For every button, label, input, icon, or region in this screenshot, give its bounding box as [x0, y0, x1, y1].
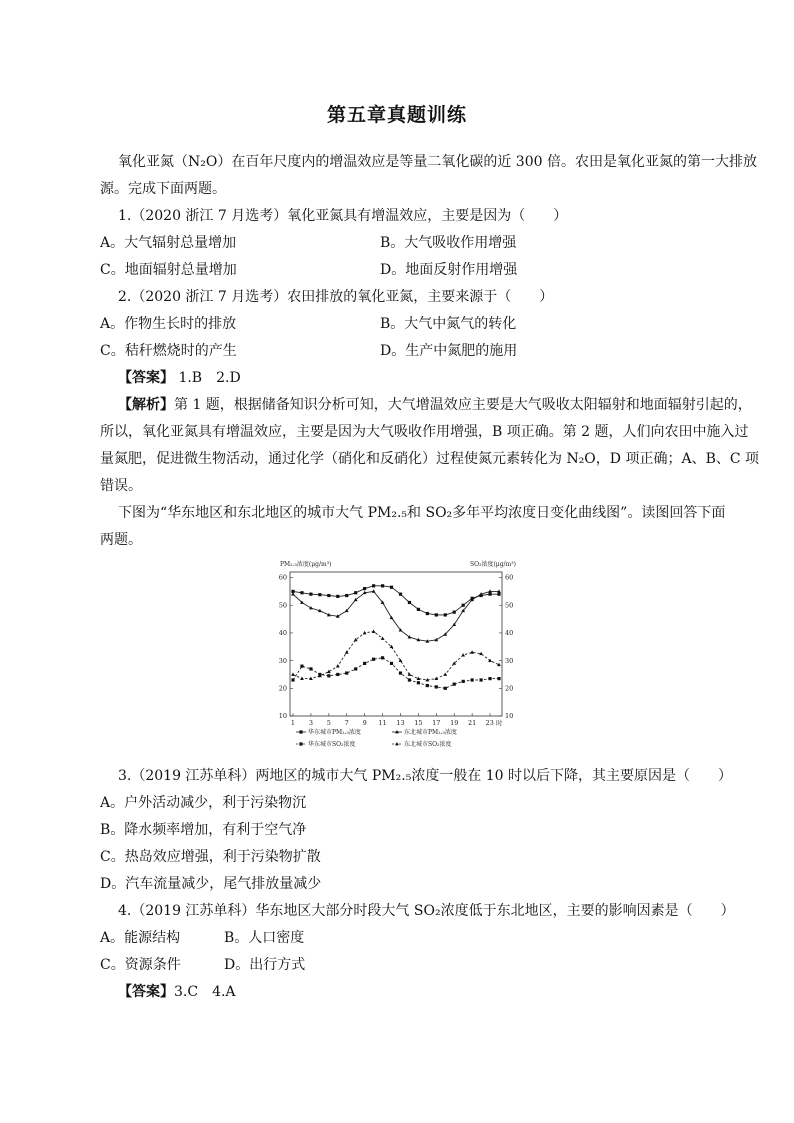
q4-option-c: C。资源条件 — [100, 957, 181, 973]
series-3-point — [381, 636, 385, 639]
y-tick-label-left: 20 — [278, 684, 287, 693]
series-0-point — [399, 593, 402, 596]
series-0-point — [488, 593, 491, 596]
right-axis-label: SO₂浓度(μg/m³) — [470, 561, 516, 568]
series-2-point — [471, 678, 474, 681]
x-tick-label: 17 — [432, 719, 441, 727]
series-3-point — [372, 630, 376, 633]
series-3-point — [470, 650, 474, 653]
series-2-point — [488, 677, 491, 680]
q3-option-c: C。热岛效应增强，利于污染物扩散 — [100, 849, 321, 865]
y-tick-label-left: 30 — [278, 656, 287, 665]
series-line-1 — [293, 591, 499, 641]
series-2-point — [399, 671, 402, 674]
q2-option-c: C。秸秆燃烧时的产生 — [100, 343, 237, 359]
analysis-tag: 【解析】 — [118, 397, 174, 413]
series-2-point — [426, 684, 429, 687]
series-0-point — [318, 593, 321, 596]
series-3-point — [291, 672, 295, 675]
series-0-point — [309, 593, 312, 596]
series-0-point — [426, 612, 429, 615]
answer-tag: 【答案】 — [118, 370, 174, 386]
series-0-point — [372, 584, 375, 587]
analysis-text-1: 第 1 题，根据储备知识分析可知，大气增温效应主要是大气吸收太阳辐射和地面辐射引起的， — [174, 397, 752, 413]
series-3-point — [416, 677, 420, 680]
series-0-point — [417, 608, 420, 611]
y-tick-label-right: 40 — [505, 629, 514, 638]
series-2-point — [381, 656, 384, 659]
y-tick-label-right: 10 — [505, 712, 514, 721]
q4-option-a: A。能源结构 — [100, 930, 181, 946]
intro1-line1: 氧化亚氮（N₂O）在百年尺度内的增温效应是等量二氧化碳的近 300 倍。农田是氧化亚氮的第一大排放 — [118, 154, 757, 170]
q1-option-b: B。大气吸收作用增强 — [380, 235, 517, 251]
series-0-point — [453, 611, 456, 614]
q4-option-d: D。出行方式 — [224, 957, 306, 973]
series-0-point — [444, 613, 447, 616]
q3-option-d: D。汽车流量减少，尾气排放量减少 — [100, 876, 322, 892]
x-tick-label: 7 — [344, 719, 349, 727]
answer-text: 1.B 2.D — [174, 370, 241, 386]
x-tick-label: 21 — [467, 719, 477, 727]
q2-stem: 2.（2020 浙江 7 月选考）农田排放的氧化亚氮，主要来源于（ ） — [118, 289, 554, 305]
x-tick-label: 19 — [450, 719, 459, 727]
series-0-point — [390, 586, 393, 589]
y-tick-label-left: 40 — [278, 629, 287, 638]
answer-text-2: 3.C 4.A — [174, 984, 236, 1000]
q2-option-a: A。作物生长时的排放 — [100, 316, 237, 332]
analysis-line4: 错误。 — [100, 478, 142, 494]
series-0-point — [497, 593, 500, 596]
intro1-line2: 源。完成下面两题。 — [100, 181, 226, 197]
series-0-point — [363, 587, 366, 590]
pm25-so2-chart — [276, 556, 520, 760]
series-2-point — [336, 673, 339, 676]
legend-label-1: 东北城市PM₂.₅浓度 — [404, 729, 457, 736]
series-0-point — [327, 594, 330, 597]
series-2-point — [327, 674, 330, 677]
series-2-point — [354, 667, 357, 670]
series-2-point — [479, 678, 482, 681]
series-line-2 — [293, 658, 499, 689]
series-0-point — [345, 594, 348, 597]
answer-2 — [118, 982, 236, 1002]
series-1-point — [372, 589, 376, 592]
series-2-point — [417, 681, 420, 684]
series-2-point — [372, 658, 375, 661]
series-2-point — [462, 680, 465, 683]
q3-option-a: A。户外活动减少，利于污染物沉 — [100, 795, 307, 811]
q3-stem: 3.（2019 江苏单科）两地区的城市大气 PM₂.₅浓度一般在 10 时以后下降，其主要原因是（ ） — [118, 768, 733, 784]
x-tick-label: 13 — [396, 719, 405, 727]
y-tick-label-right: 60 — [505, 573, 514, 582]
analysis-line1 — [118, 395, 752, 415]
plot-frame — [290, 572, 502, 716]
series-2-point — [444, 687, 447, 690]
legend-marker-0 — [299, 730, 302, 733]
legend-marker-2 — [299, 742, 302, 745]
series-3-point — [345, 650, 349, 653]
series-2-point — [390, 662, 393, 665]
series-3-point — [363, 631, 367, 634]
series-2-point — [291, 678, 294, 681]
series-2-point — [453, 683, 456, 686]
series-3-point — [443, 672, 447, 675]
series-0-point — [300, 591, 303, 594]
q1-option-a: A。大气辐射总量增加 — [100, 235, 237, 251]
q4-stem: 4.（2019 江苏单科）华东地区大部分时段大气 SO₂浓度低于东北地区，主要的影响因素是（ ） — [118, 903, 735, 919]
series-0-point — [354, 591, 357, 594]
series-line-3 — [293, 632, 499, 681]
series-3-point — [461, 653, 465, 656]
series-line-0 — [293, 586, 499, 615]
x-tick-label: 1 — [290, 719, 296, 727]
analysis-line2: 所以，氧化亚氮具有增温效应，主要是因为大气吸收作用增强，B 项正确。第 2 题，人们向农田中施入过 — [100, 424, 749, 440]
legend-label-2: 华东城市SO₂浓度 — [308, 741, 356, 748]
series-0-point — [408, 601, 411, 604]
series-3-point — [300, 677, 304, 680]
y-tick-label-right: 30 — [505, 656, 514, 665]
analysis-line3: 量氮肥，促进微生物活动，通过化学（硝化和反硝化）过程使氮元素转化为 N₂O，D 项正确；A、B、C 项 — [100, 451, 760, 467]
series-3-point — [336, 664, 340, 667]
series-2-point — [435, 685, 438, 688]
chart-svg — [276, 556, 520, 760]
y-tick-label-left: 10 — [278, 712, 287, 721]
page-title: 第五章真题训练 — [326, 104, 467, 126]
y-tick-label-right: 20 — [505, 684, 514, 693]
series-0-point — [381, 584, 384, 587]
y-tick-label-right: 50 — [505, 601, 514, 610]
y-tick-label-left: 60 — [278, 573, 287, 582]
x-tick-label: 9 — [362, 719, 367, 727]
y-tick-label-left: 50 — [278, 601, 287, 610]
x-tick-label: 11 — [378, 719, 387, 727]
q1-option-c: C。地面辐射总量增加 — [100, 262, 237, 278]
series-0-point — [435, 613, 438, 616]
left-axis-label: PM₂.₅浓度(μg/m³) — [280, 561, 332, 568]
x-tick-label: 15 — [414, 719, 423, 727]
intro2-line2: 两题。 — [100, 532, 142, 548]
x-tick-label: 3 — [308, 719, 313, 727]
x-tick-label: 5 — [326, 719, 331, 727]
q1-stem: 1.（2020 浙江 7 月选考）氧化亚氮具有增温效应，主要是因为（ ） — [118, 208, 568, 224]
answer-1 — [118, 368, 241, 388]
series-2-point — [345, 671, 348, 674]
q1-option-d: D。地面反射作用增强 — [380, 262, 518, 278]
x-tick-label: 23 时 — [485, 719, 503, 727]
series-2-point — [497, 677, 500, 680]
series-2-point — [309, 667, 312, 670]
legend-label-3: 东北城市SO₂浓度 — [404, 741, 452, 748]
series-1-point — [434, 638, 438, 641]
legend-label-0: 华东城市PM₂.₅浓度 — [308, 729, 361, 736]
series-2-point — [363, 662, 366, 665]
q2-option-b: B。大气中氮气的转化 — [380, 316, 517, 332]
series-0-point — [462, 604, 465, 607]
intro2-line1: 下图为“华东地区和东北地区的城市大气 PM₂.₅和 SO₂多年平均浓度日变化曲线图”。读图回答下面 — [118, 505, 726, 521]
series-2-point — [408, 678, 411, 681]
series-0-point — [336, 595, 339, 598]
answer-tag-2: 【答案】 — [118, 984, 174, 1000]
series-2-point — [300, 665, 303, 668]
q2-option-d: D。生产中氮肥的施用 — [380, 343, 518, 359]
q4-option-b: B。人口密度 — [224, 930, 305, 946]
q3-option-b: B。降水频率增加，有利于空气净 — [100, 822, 307, 838]
